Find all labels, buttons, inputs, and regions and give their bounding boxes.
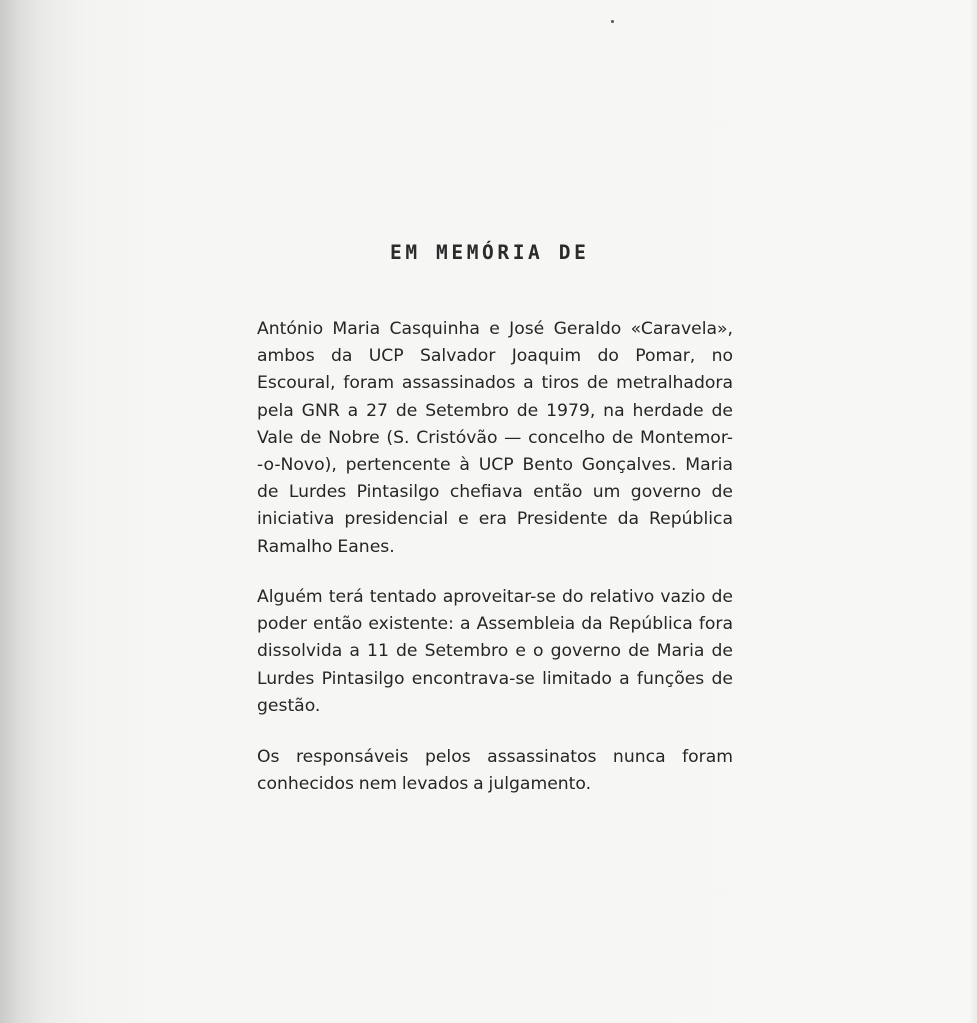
paragraph-line: dissolvida a 11 de Setembro e o governo de Maria de <box>257 641 733 662</box>
paragraph-line: conhecidos nem levados a julgamento. <box>257 774 592 795</box>
page-heading: EM MEMÓRIA DE <box>390 241 590 264</box>
paragraph-line: gestão. <box>257 695 321 716</box>
paragraph-line: Vale de Nobre (S. Cristóvão — concelho de Montemor- <box>257 427 733 448</box>
paragraph-line: Lurdes Pintasilgo encontrava-se limitado a funções de <box>257 668 733 689</box>
paragraph-line: António Maria Casquinha e José Geraldo «Caravela», <box>257 319 733 339</box>
paragraph-2 <box>257 584 733 720</box>
paragraph-3 <box>257 744 733 798</box>
paragraph-line: pela GNR a 27 de Setembro de 1979, na herdade de <box>257 400 733 421</box>
paragraph-line: Escoural, foram assassinados a tiros de metralhadora <box>257 373 733 394</box>
paragraph-line: Os responsáveis pelos assassinatos nunca foram <box>257 747 733 767</box>
paragraph-line: poder então existente: a Assembleia da República fora <box>257 614 733 635</box>
paragraph-1 <box>257 316 733 561</box>
paragraph-line: Ramalho Eanes. <box>257 536 395 557</box>
paragraph-line: Alguém terá tentado aproveitar-se do relativo vazio de <box>257 587 733 607</box>
paragraph-line: ambos da UCP Salvador Joaquim do Pomar, no <box>257 346 733 367</box>
paragraph-line: de Lurdes Pintasilgo chefiava então um governo de <box>257 482 733 503</box>
paragraph-line: iniciativa presidencial e era Presidente da República <box>257 509 733 530</box>
paragraph-line: -o-Novo), pertencente à UCP Bento Gonçalves. Maria <box>257 455 733 476</box>
paper-speck <box>611 20 614 23</box>
